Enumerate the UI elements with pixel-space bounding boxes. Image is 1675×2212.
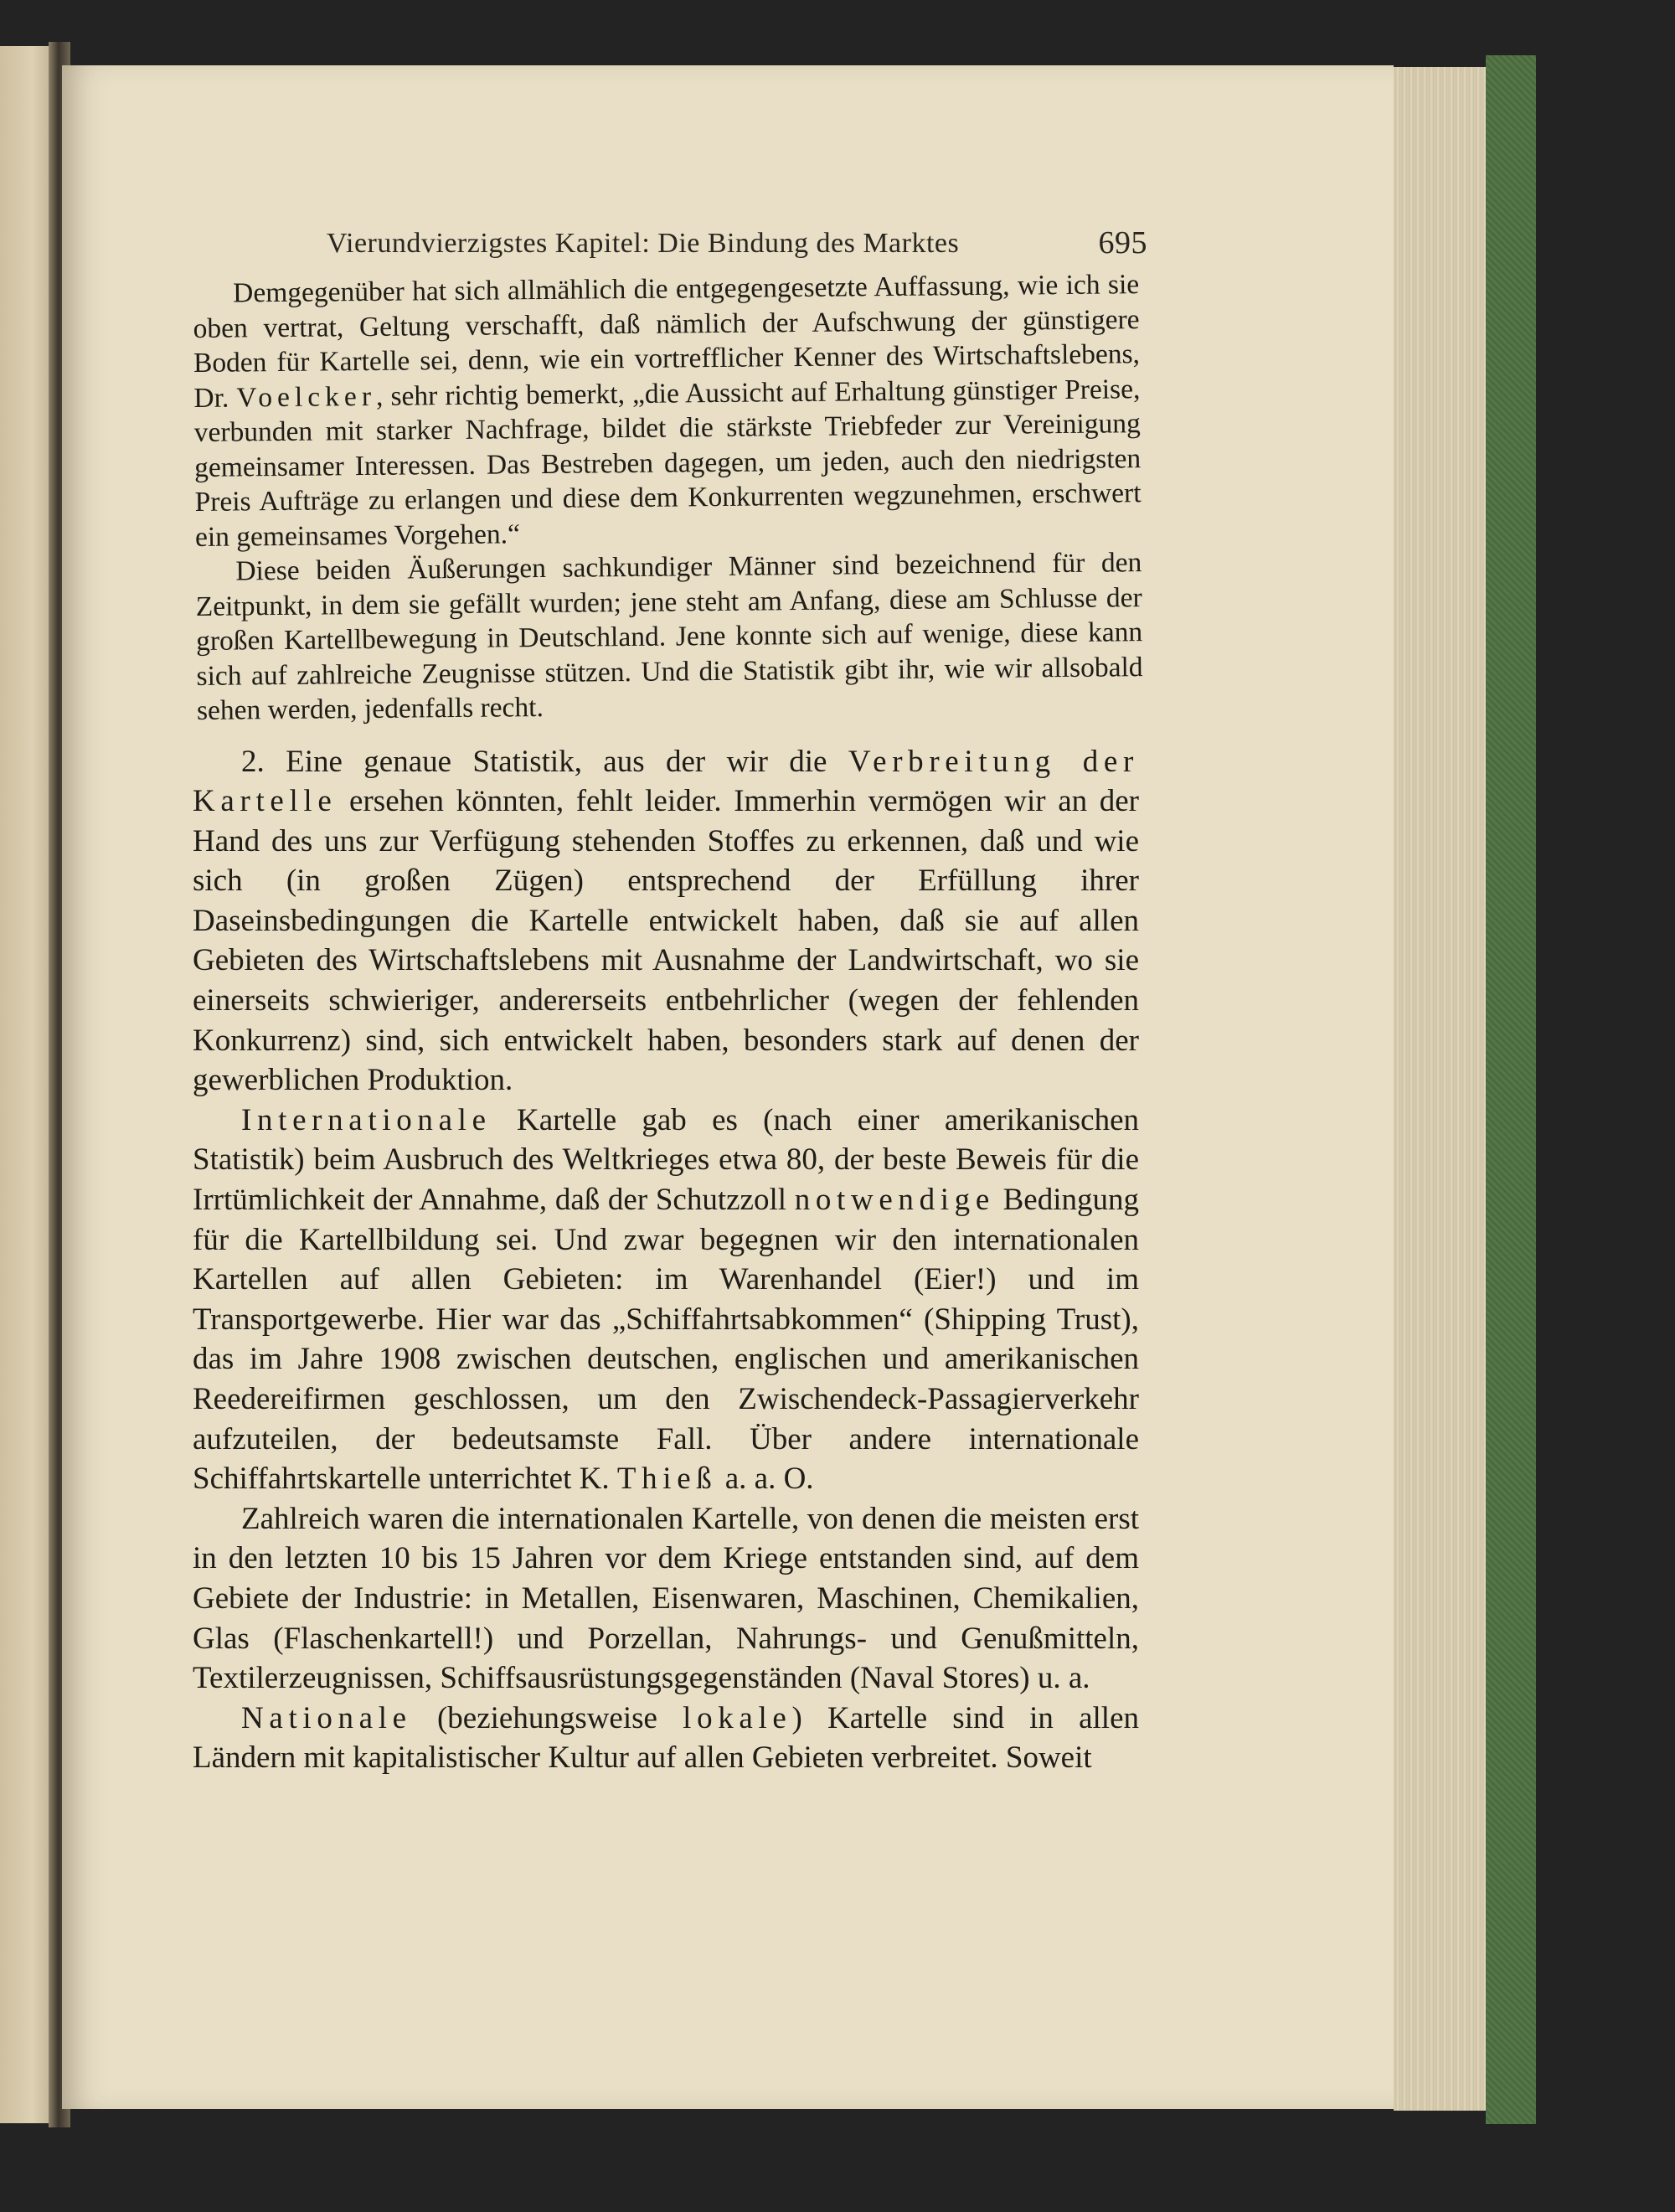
paragraph bbox=[193, 1699, 1139, 1778]
text-run: 2. Eine genaue Statistik, aus der wir die bbox=[241, 744, 848, 779]
body-text bbox=[193, 269, 1143, 1778]
spaced-term: Verbreitung der Kartelle bbox=[193, 744, 1139, 819]
spaced-term: lokale bbox=[683, 1700, 792, 1735]
running-header bbox=[327, 225, 1147, 261]
text-run: Diese beiden Äußerungen sachkundiger Männer sind bezeichnend für den Zeitpunkt, in dem sie gefällt wurden; jene steht am Anfang, diese am Schlusse der großen Kartellbewegung in Deutschland. Jene konnte sich auf wenige, diese kann sich auf zahlreiche Zeugnisse stützen. Und die Statistik gibt ihr, wie wir allsobald sehen werden, jedenfalls recht. bbox=[195, 547, 1143, 726]
text-run: Kartelle gab es (nach einer amerikanischen Statistik) beim Ausbruch des Weltkrieges etwa 80, der beste Beweis für die Irrtümlichkeit der Annahme, daß der Schutzzoll bbox=[193, 1102, 1139, 1218]
paragraph bbox=[195, 545, 1143, 728]
page-stack-edges bbox=[1394, 67, 1486, 2111]
book-cover-cloth bbox=[1486, 55, 1536, 2124]
text-run: Bedingung für die Kartellbildung sei. Und zwar begegnen wir den internationalen Kartellen auf allen Gebieten: im Warenhandel (Eier!) und im Transportgewerbe. Hier war das „Schiffahrtsabkommen“ (Shipping Trust), das im Jahre 1908 zwischen deutschen, englischen und amerikanischen Reedereifirmen geschlossen, um den Zwischendeck-Passagierverkehr aufzuteilen, der bedeutsamste Fall. Über andere internationale Schiffahrtskartelle unterrichtet K. bbox=[193, 1183, 1139, 1497]
quoted-section bbox=[193, 267, 1143, 728]
text-run: ) Kartelle sind in allen Ländern mit kapitalistischer Kultur auf allen Gebieten verbreitet. Soweit bbox=[193, 1700, 1139, 1776]
main-section bbox=[193, 742, 1139, 1778]
text-run: Demgegenüber hat sich allmählich die entgegengesetzte Auffassung, wie ich sie oben vertrat, Geltung verschafft, daß nämlich der Aufschwung der günstigere Boden für Kartelle sei, denn, wie ein vortrefflicher Kenner des Wirtschaftslebens, Dr. bbox=[193, 269, 1141, 414]
page-number: 695 bbox=[1098, 225, 1147, 260]
running-title: Vierundvierzigstes Kapitel: Die Bindung des Marktes bbox=[327, 228, 960, 259]
paragraph bbox=[193, 267, 1142, 554]
text-run: a. a. O. bbox=[717, 1462, 814, 1497]
spaced-name: Thieß bbox=[616, 1462, 718, 1497]
paragraph bbox=[193, 742, 1139, 1101]
text-run: ersehen könnten, fehlt leider. Immerhin vermögen wir an der Hand des uns zur Verfügung stehenden Stoffes zu erkennen, daß und wie sich (in großen Zügen) entsprechend der Erfüllung ihrer Daseinsbedingungen die Kartelle entwickelt haben, daß sie auf allen Gebieten des Wirtschaftslebens mit Ausnahme der Landwirtschaft, wo sie einerseits schwieriger, andererseits entbehrlicher (wegen der fehlenden Konkurrenz) sind, sich entwickelt haben, besonders stark auf denen der gewerblichen Produktion. bbox=[193, 784, 1139, 1098]
spaced-term: Internationale bbox=[241, 1102, 492, 1137]
paragraph bbox=[193, 1499, 1139, 1699]
paragraph bbox=[193, 1101, 1139, 1499]
text-run: (beziehungsweise bbox=[411, 1700, 683, 1735]
text-run: , sehr richtig bemerkt, „die Aussicht auf Erhaltung günstiger Preise, verbunden mit starker Nachfrage, bildet die stärkste Triebfeder zur Vereinigung gemeinsamer Interessen. Das Bestreben dagegen, um jeden, auch den niedrigsten Preis Aufträge zu erlangen und diese dem Konkurrenten wegzunehmen, erschwert ein gemeinsames Vorgehen.“ bbox=[193, 373, 1142, 553]
spaced-term: notwendige bbox=[794, 1183, 995, 1218]
text-run: Zahlreich waren die internationalen Kartelle, von denen die meisten erst in den letzten 10 bis 15 Jahren vor dem Kriege entstanden sind, auf dem Gebiete der Industrie: in Metallen, Eisenwaren, Maschinen, Chemikalien, Glas (Flaschenkartell!) und Porzellan, Nahrungs- und Genußmitteln, Textilerzeugnissen, Schiffsausrüstungsgegenständen (Naval Stores) u. a. bbox=[193, 1501, 1139, 1696]
spaced-name: Voelcker bbox=[236, 380, 377, 414]
spaced-term: Nationale bbox=[241, 1700, 412, 1735]
